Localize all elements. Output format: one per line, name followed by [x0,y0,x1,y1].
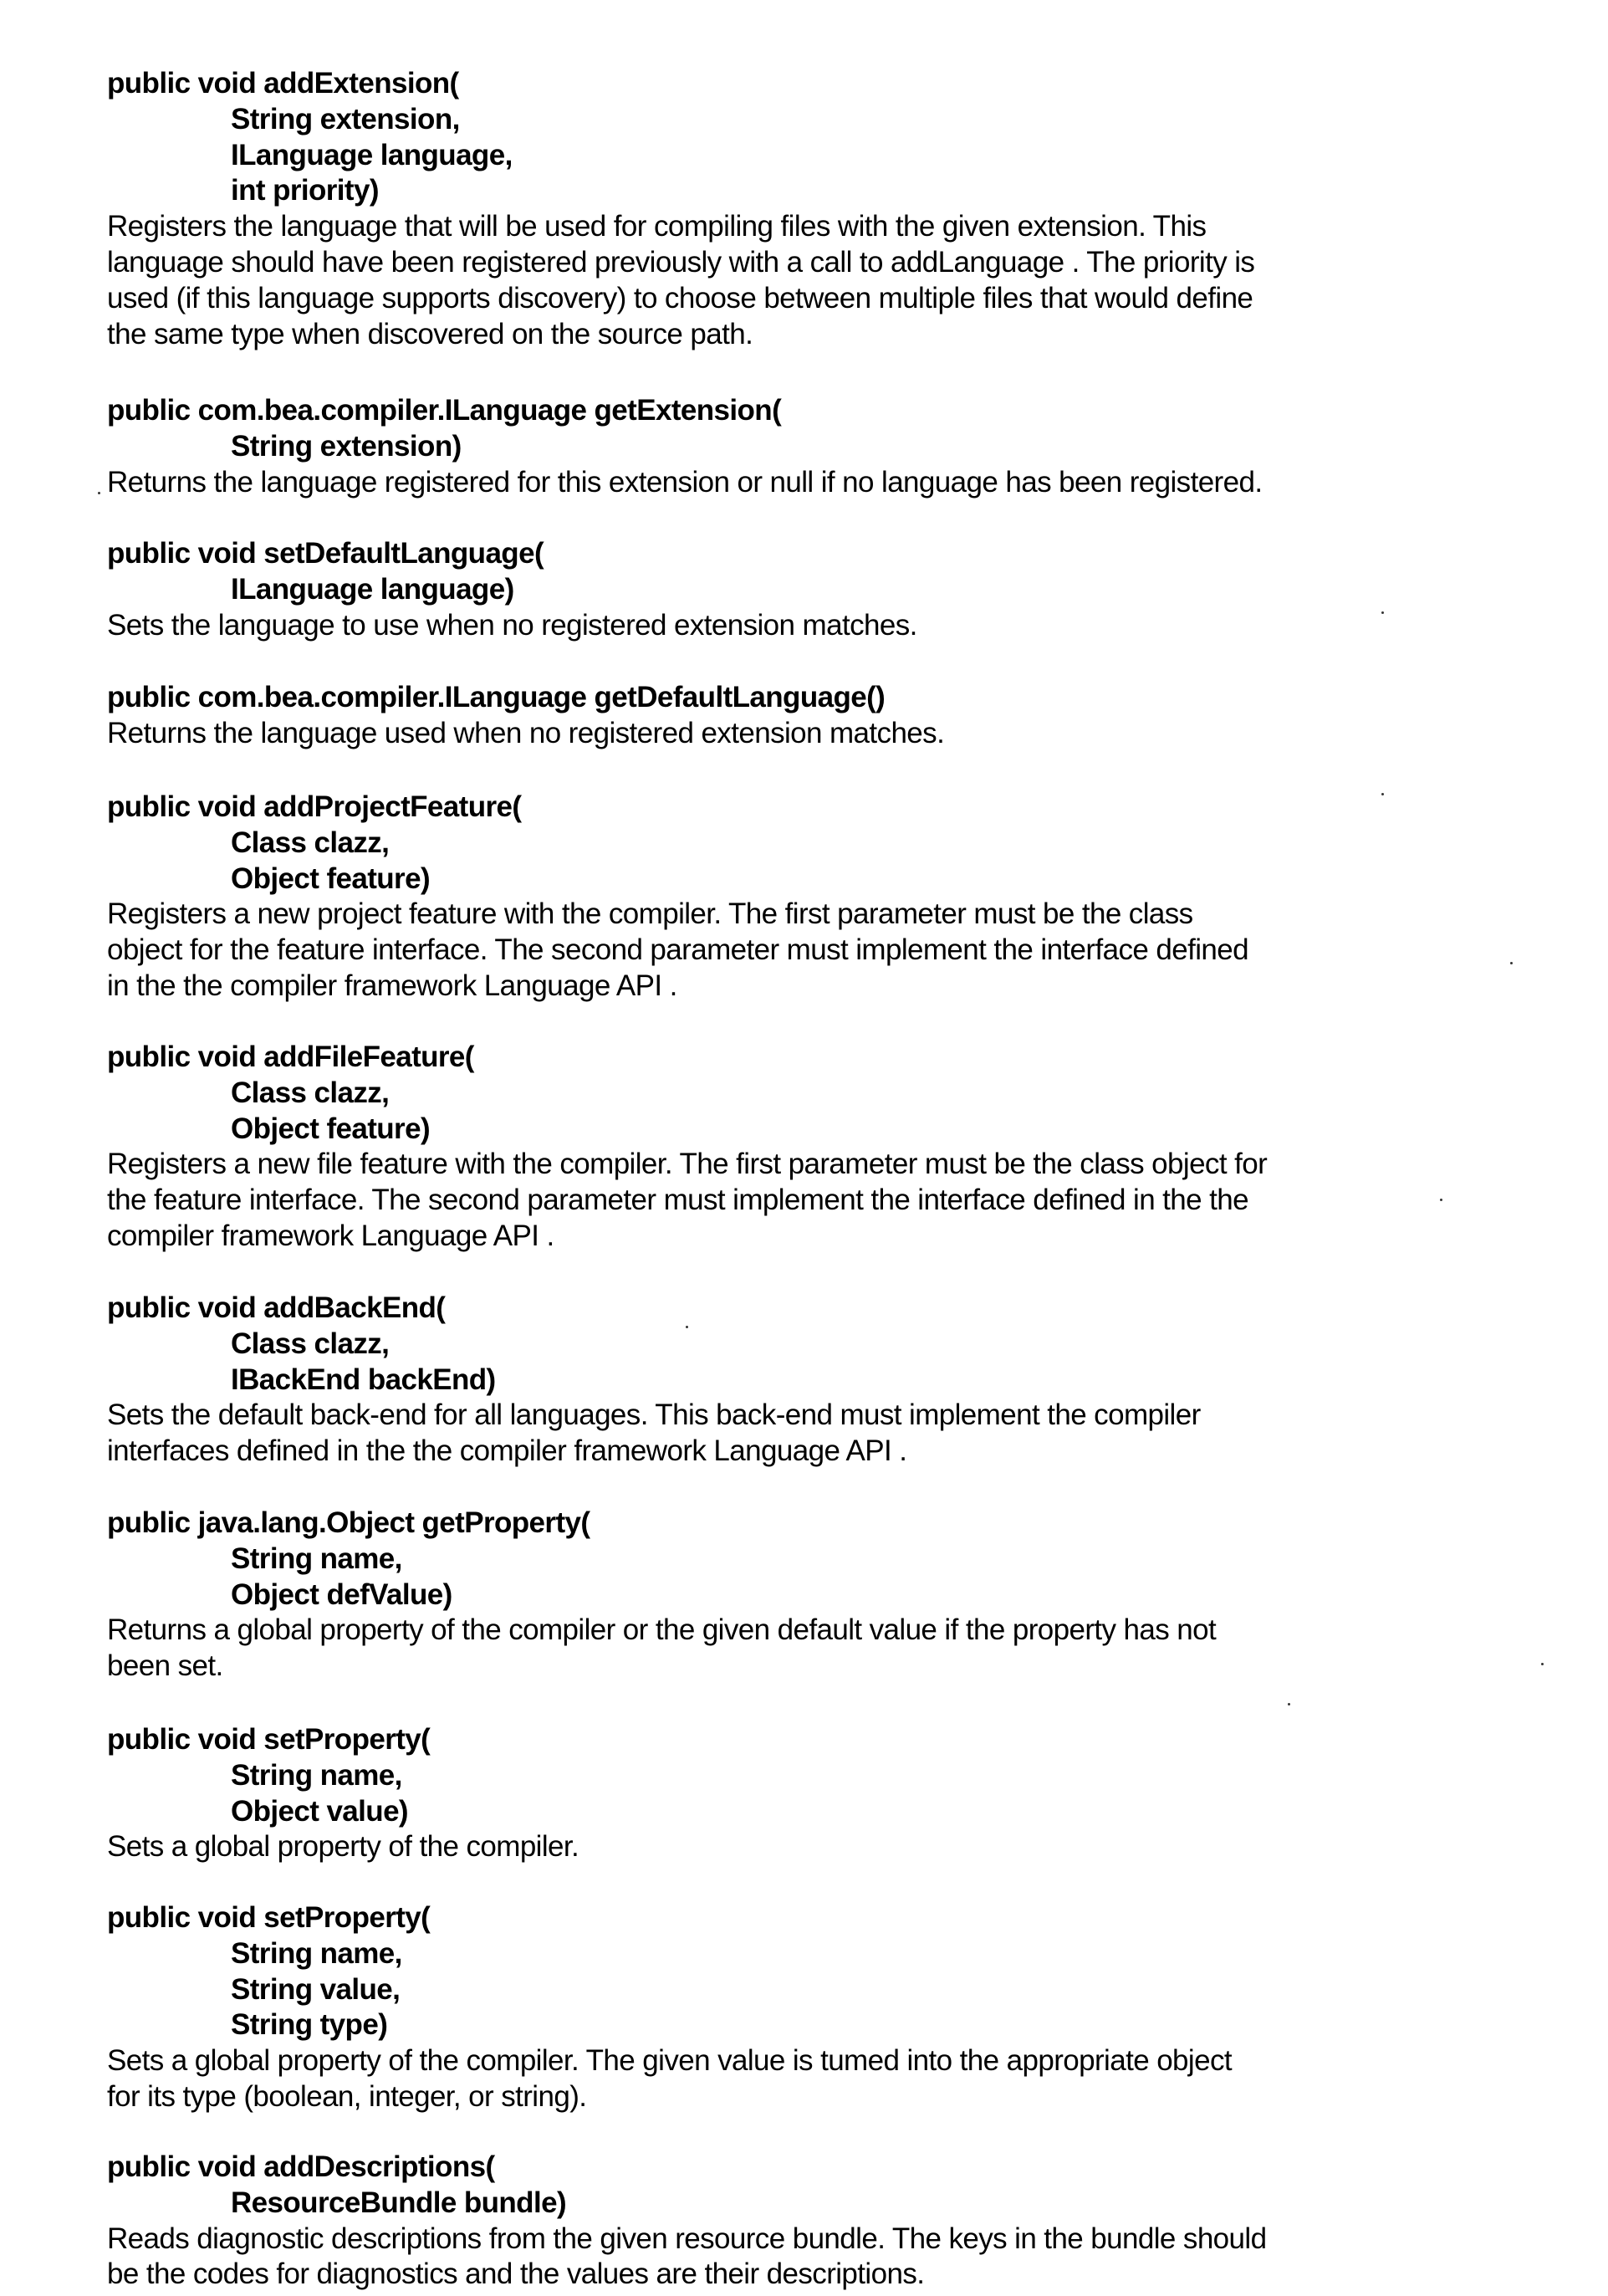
method-signature: public void addFileFeature( [107,1041,474,1073]
method-signature: public void setDefaultLanguage( [107,537,544,570]
scan-speck [1288,1703,1290,1705]
scan-speck [1440,1199,1442,1201]
method-add-file-feature [107,1040,1545,1255]
scan-speck [1381,793,1384,795]
method-get-property [107,1506,1545,1685]
method-get-default-language [107,680,1545,752]
method-description-line: Registers a new file feature with the compiler. The first parameter must be the class object for [107,1148,1268,1181]
method-set-property-typed [107,1900,1545,2115]
method-description-line: Sets the language to use when no registered extension matches. [107,608,917,642]
method-param: String name, [231,1936,402,1970]
method-param: Class clazz, [231,826,390,859]
method-param: String name, [231,1542,402,1575]
method-param: ILanguage language) [231,572,514,606]
method-signature: public void addExtension( [107,67,459,100]
method-set-default-language [107,536,1545,643]
method-add-project-feature [107,790,1545,1005]
method-description-line: object for the feature interface. The second parameter must implement the interface defined [107,933,1248,967]
scan-speck [98,492,100,494]
method-param: String type) [231,2008,388,2042]
scan-speck [686,1326,688,1328]
method-description-line: Reads diagnostic descriptions from the given resource bundle. The keys in the bundle should [107,2222,1267,2255]
method-param: ResourceBundle bundle) [231,2186,567,2219]
method-description-line: Sets the default back-end for all languages. This back-end must implement the compiler [107,1399,1201,1432]
method-param: String value, [231,1972,401,2006]
method-signature: public void addBackEnd( [107,1291,446,1324]
method-param: ILanguage language, [231,138,513,171]
method-description-line: the same type when discovered on the source path. [107,317,753,350]
method-add-descriptions [107,2150,1545,2293]
method-param: Class clazz, [231,1076,390,1109]
method-description-line: be the codes for diagnostics and the values are their descriptions. [107,2258,925,2291]
method-signature: public com.bea.compiler.ILanguage getDefaultLanguage() [107,681,886,713]
method-signature: public void addProjectFeature( [107,790,522,823]
method-description-line: in the the compiler framework Language API . [107,969,677,1002]
scan-speck [1541,1663,1544,1665]
method-param: Object feature) [231,1112,430,1145]
method-description-line: Returns the language used when no registered extension matches. [107,716,945,749]
method-param: Class clazz, [231,1327,390,1360]
method-signature: public void addDescriptions( [107,2150,495,2183]
scan-speck [1381,611,1384,614]
method-description-line: Registers the language that will be used for compiling files with the given extension. This [107,210,1207,243]
method-param: String extension) [231,429,462,463]
method-description-line: interfaces defined in the the compiler framework Language API . [107,1434,907,1468]
method-param: IBackEnd backEnd) [231,1363,496,1396]
method-description-line: Sets a global property of the compiler. The given value is tumed into the appropriate object [107,2044,1232,2078]
method-description-line: Sets a global property of the compiler. [107,1830,579,1864]
method-add-back-end [107,1291,1545,1470]
scan-speck [1510,962,1513,964]
method-description-line: language should have been registered previously with a call to addLanguage . The priority is [107,245,1255,279]
method-description-line: been set. [107,1649,223,1683]
method-param: String name, [231,1758,402,1792]
method-signature: public void setProperty( [107,1723,431,1756]
method-description-line: for its type (boolean, integer, or string). [107,2079,587,2113]
method-description-line: used (if this language supports discovery) to choose between multiple files that would define [107,281,1253,314]
method-description-line: Registers a new project feature with the compiler. The first parameter must be the class [107,897,1193,931]
method-add-extension [107,66,1545,352]
method-signature: public com.bea.compiler.ILanguage getExtension( [107,394,782,427]
method-description-line: compiler framework Language API . [107,1219,554,1252]
method-description-line: the feature interface. The second parameter must implement the interface defined in the the [107,1184,1249,1217]
method-param: Object value) [231,1794,408,1828]
method-get-extension [107,393,1545,500]
method-param: int priority) [231,174,379,207]
method-signature: public void setProperty( [107,1901,431,1934]
method-description-line: Returns the language registered for this extension or null if no language has been registered. [107,465,1263,499]
method-param: String extension, [231,102,460,136]
method-description-line: Returns a global property of the compiler or the given default value if the property has not [107,1613,1217,1647]
method-param: Object defValue) [231,1578,452,1611]
method-signature: public java.lang.Object getProperty( [107,1506,590,1539]
method-set-property-object [107,1722,1545,1865]
method-param: Object feature) [231,862,430,895]
